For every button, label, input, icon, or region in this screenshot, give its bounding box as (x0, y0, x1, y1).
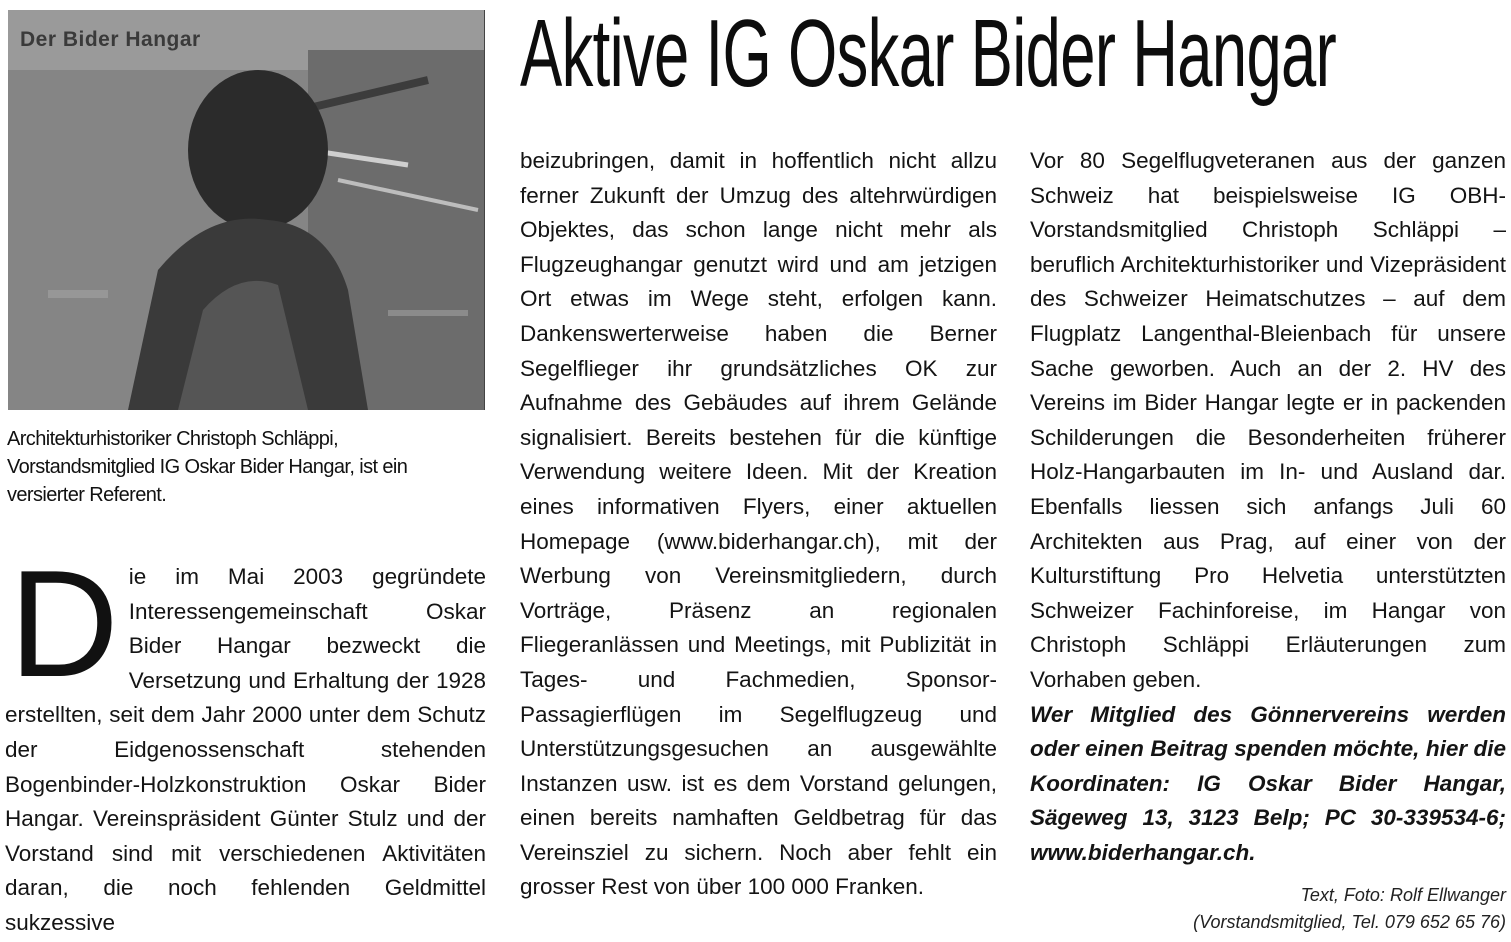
column-2-text: beizubringen, damit in hoffentlich nicht allzu ferner Zukunft der Umzug des altehrwürdigen Objektes, das schon lange nicht mehr als Flugzeughangar genutzt wird und am jetzigen Ort etwas im Wege steht, erfolgen kann. Dankenswerterweise haben die Berner Segelflieger ihr grundsätzliches OK zur Aufnahme des Gebäudes auf ihrem Gelände signalisiert. Bereits bestehen für die künftige Verwendung weitere Ideen. Mit der Kreation eines informativen Flyers, einer aktuellen Homepage (www.biderhangar.ch), mit der Werbung von Vereinsmitgliedern, durch Vorträge, Präsenz an regionalen Fliegeranlässen und Meetings, mit Publizität in Tages- und Fachmedien, Sponsor-Passagierflügen im Segelflugzeug und Unterstützungsgesuchen an ausgewählte Instanzen usw. ist es dem Vorstand gelungen, einen bereits namhaften Geldbetrag für das Vereinsziel zu sichern. Noch aber fehlt ein grosser Rest von über 100 000 Franken. (520, 148, 997, 900)
photo-illustration (8, 10, 484, 410)
article-column-3 (1030, 144, 1506, 936)
credit-line-2: (Vorstandsmitglied, Tel. 079 652 65 76) (1193, 912, 1506, 933)
drop-cap: D (9, 539, 119, 709)
article-headline: Aktive IG Oskar Bider Hangar (520, 0, 1337, 107)
article-column-1 (5, 539, 486, 941)
contact-paragraph: Wer Mitglied des Gönnervereins werden oder einen Beitrag spenden möchte, hier die Koordinaten: IG Oskar Bider Hangar, Sägeweg 13, 3123 Belp; PC 30-339534-6; www.biderhangar.ch. (1030, 701, 1506, 865)
article-column-2 (520, 144, 997, 905)
column-1-text: ie im Mai 2003 gegründete Interessengemeinschaft Oskar Bider Hangar bezweckt die Versetzung und Erhaltung der 1928 erstellten, seit dem Jahr 2000 unter dem Schutz der Eidgenossenschaft stehenden Bogenbinder-Holzkonstruktion Oskar Bider Hangar. Vereinspräsident Günter Stulz und der Vorstand sind mit verschiedenen Aktivitäten daran, die noch fehlenden Geldmittel sukzessive (5, 564, 486, 935)
photo-caption: Architekturhistoriker Christoph Schläppi, Vorstandsmitglied IG Oskar Bider Hangar, ist ein versierter Referent. (7, 428, 408, 506)
author-credit (1030, 882, 1506, 936)
credit-line-1: Text, Foto: Rolf Ellwanger (1300, 885, 1506, 906)
column-3-text: Vor 80 Segelflugveteranen aus der ganzen Schweiz hat beispielsweise IG OBH-Vorstandsmitglied Christoph Schläppi – beruflich Architekturhistoriker und Vizepräsident des Schweizer Heimatschutzes – auf dem Flugplatz Langenthal-Bleienbach für unsere Sache geworben. Auch an der 2. HV des Vereins im Bider Hangar legte er in packenden Schilderungen die Besonderheiten früherer Holz-Hangarbauten im In- und Ausland dar. Ebenfalls liessen sich anfangs Juli 60 Architekten aus Prag, auf einer von der Kulturstiftung Pro Helvetia unterstützten Schweizer Fachinforeise, im Hangar von Christoph Schläppi Erläuterungen zum Vorhaben geben. (1030, 148, 1506, 692)
photo-overlay-text: Der Bider Hangar (20, 28, 201, 51)
article-photo (8, 10, 485, 410)
